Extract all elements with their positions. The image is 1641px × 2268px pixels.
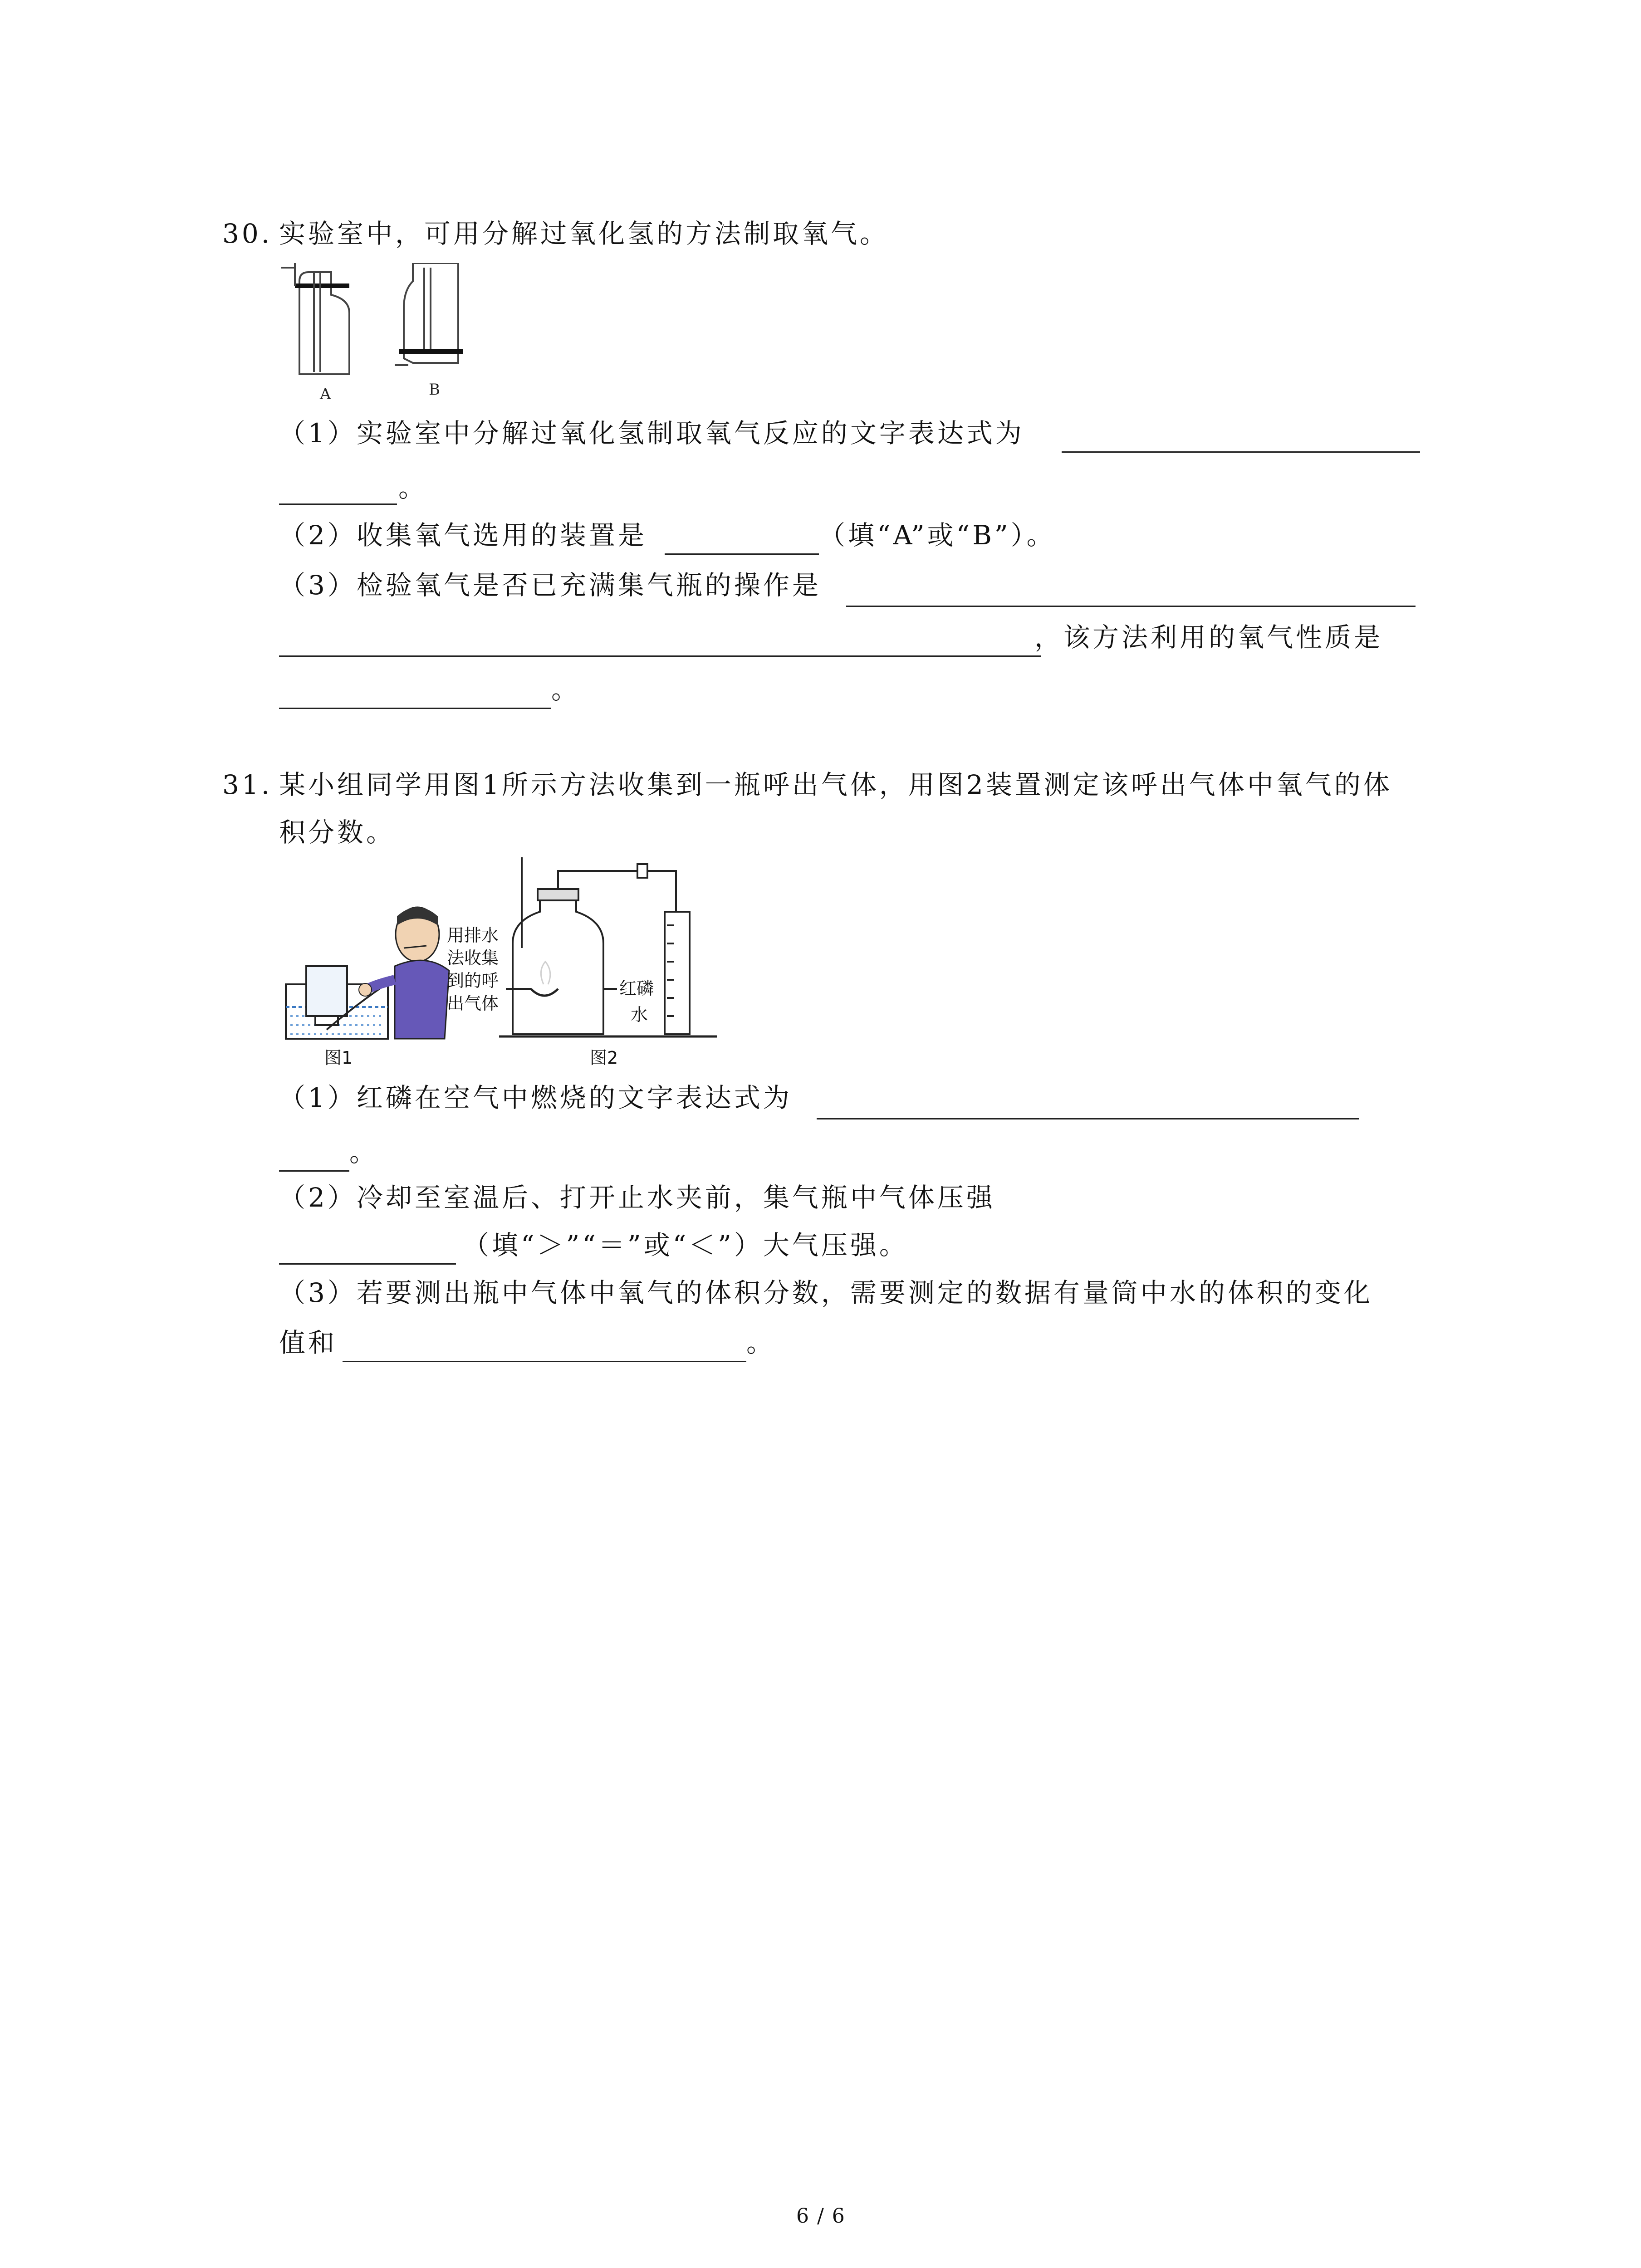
- figure-2-phosphorus-apparatus: [495, 853, 721, 1075]
- q31-part3-line1: （3）若要测出瓶中气体中氧气的体积分数，需要测定的数据有量筒中水的体积的变化: [279, 1277, 1373, 1308]
- q31-part1-blank-a[interactable]: [817, 1118, 1359, 1119]
- fig1-annotation-line-1: 用排水: [447, 925, 499, 945]
- q31-part2-after: （填“＞”“＝”或“＜”）大气压强。: [463, 1230, 908, 1261]
- fig2-label-water: 水: [631, 1005, 648, 1025]
- q30-part1-blank-a[interactable]: [1062, 451, 1420, 453]
- q30-part3-blank-b[interactable]: [279, 655, 1041, 657]
- q31-part1-blank-b[interactable]: [279, 1170, 349, 1172]
- apparatus-ab-figure: [277, 263, 495, 408]
- page-number: 6 / 6: [796, 2204, 846, 2228]
- q30-number: 30.: [222, 218, 273, 249]
- fig2-caption: 图2: [590, 1048, 618, 1068]
- q30-stem: 实验室中，可用分解过氧化氢的方法制取氧气。: [279, 218, 889, 249]
- fig-label-b: B: [429, 381, 440, 399]
- q31-part1-end: 。: [349, 1137, 379, 1168]
- q30-part2-text: （2）收集氧气选用的装置是: [279, 520, 647, 551]
- fig1-caption: 图1: [324, 1048, 353, 1068]
- fig1-annotation-line-4: 出气体: [447, 993, 499, 1013]
- q30-part2-after: （填“A”或“B”）。: [819, 520, 1056, 551]
- q31-stem-line1: 某小组同学用图1所示方法收集到一瓶呼出气体，用图2装置测定该呼出气体中氧气的体: [279, 769, 1392, 800]
- q30-part3-end: 。: [551, 674, 581, 705]
- q31-part1-text: （1）红磷在空气中燃烧的文字表达式为: [279, 1082, 792, 1113]
- q30-part1-text: （1）实验室中分解过氧化氢制取氧气反应的文字表达式为: [279, 418, 1024, 449]
- q31-part3-line2: 值和: [279, 1327, 338, 1358]
- q30-part3-blank-a[interactable]: [846, 606, 1416, 607]
- q31-part3-blank[interactable]: [343, 1361, 746, 1362]
- q30-part3-text: （3）检验氧气是否已充满集气瓶的操作是: [279, 570, 821, 601]
- q30-part1-blank-b[interactable]: [279, 503, 397, 505]
- fig1-annotation-line-3: 到的呼: [447, 971, 499, 991]
- q31-number: 31.: [222, 769, 273, 800]
- fig1-annotation-line-2: 法收集: [447, 948, 499, 968]
- fig-label-a: A: [320, 385, 331, 403]
- q31-part2-blank[interactable]: [279, 1263, 456, 1265]
- q31-part3-end: 。: [746, 1327, 776, 1358]
- q30-part3-mid: ，该方法利用的氧气性质是: [1034, 622, 1383, 653]
- q31-part2-text: （2）冷却至室温后、打开止水夹前，集气瓶中气体压强: [279, 1182, 995, 1213]
- q30-part3-blank-c[interactable]: [279, 708, 551, 709]
- fig2-label-phosphorus: 红磷: [619, 978, 654, 998]
- q30-part1-end: 。: [398, 472, 428, 503]
- q30-part2-blank[interactable]: [665, 553, 819, 555]
- q31-stem-line2: 积分数。: [279, 817, 396, 848]
